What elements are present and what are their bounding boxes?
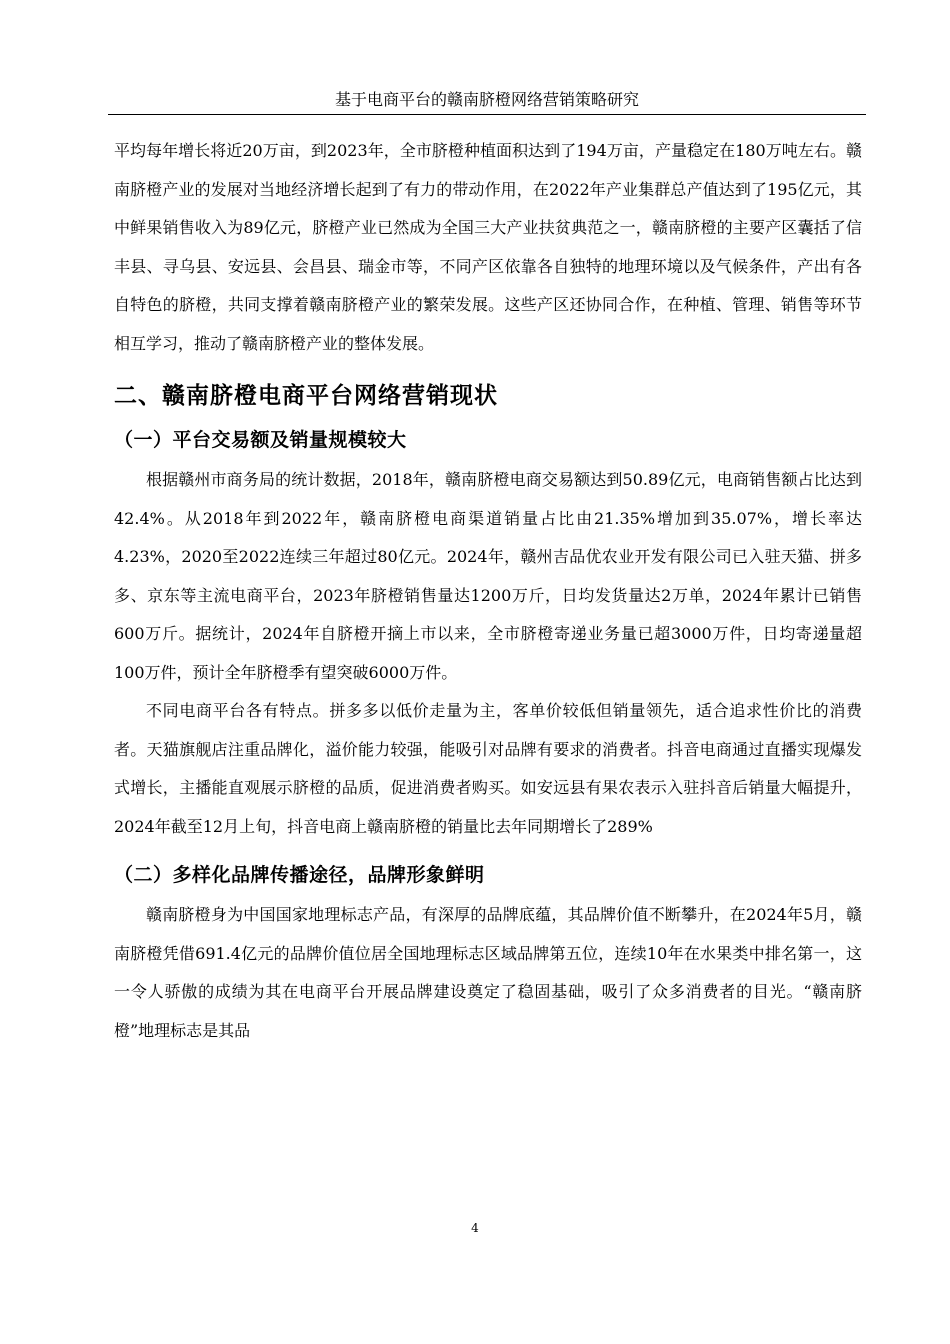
section-heading: 二、赣南脐橙电商平台网络营销现状 — [114, 383, 498, 409]
subsection-heading: （二）多样化品牌传播途径，品牌形象鲜明 — [114, 864, 485, 886]
subsection-heading: （一）平台交易额及销量规模较大 — [114, 429, 407, 451]
header-divider — [108, 114, 866, 115]
paragraph: 不同电商平台各有特点。拼多多以低价走量为主，客单价较低但销量领先，适合追求性价比的消费者。天猫旗舰店注重品牌化，溢价能力较强，能吸引对品牌有要求的消费者。抖音电商通过直播实现爆发式增长，主播能直观展示脐橙的品质，促进消费者购买。如安远县有果农表示入驻抖音后销量大幅提升，2024年截至12月上旬，抖音电商上赣南脐橙的销量比去年同期增长了289% — [114, 701, 862, 836]
paragraph: 根据赣州市商务局的统计数据，2018年，赣南脐橙电商交易额达到50.89亿元，电商销售额占比达到42.4%。从2018年到2022年，赣南脐橙电商渠道销量占比由21.35%增加到35.07%，增长率达4.23%，2020至2022连续三年超过80亿元。2024年，赣州吉品优农业开发有限公司已入驻天猫、拼多多、京东等主流电商平台，2023年脐橙销售量达1200万斤，日均发货量达2万单，2024年累计已销售600万斤。据统计，2024年自脐橙开摘上市以来，全市脐橙寄递业务量已超3000万件，日均寄递量超100万件，预计全年脐橙季有望突破6000万件。 — [114, 470, 862, 682]
paragraph-intro: 平均每年增长将近20万亩，到2023年，全市脐橙种植面积达到了194万亩，产量稳定在180万吨左右。赣南脐橙产业的发展对当地经济增长起到了有力的带动作用，在2022年产业集群总产值达到了195亿元，其中鲜果销售收入为89亿元，脐橙产业已然成为全国三大产业扶贫典范之一，赣南脐橙的主要产区囊括了信丰县、寻乌县、安远县、会昌县、瑞金市等，不同产区依靠各自独特的地理环境以及气候条件，产出有各自特色的脐橙，共同支撑着赣南脐橙产业的繁荣发展。这些产区还协同合作，在种植、管理、销售等环节相互学习，推动了赣南脐橙产业的整体发展。 — [114, 141, 862, 353]
paragraph: 赣南脐橙身为中国国家地理标志产品，有深厚的品牌底蕴，其品牌价值不断攀升，在2024年5月，赣南脐橙凭借691.4亿元的品牌价值位居全国地理标志区域品牌第五位，连续10年在水果类中排名第一，这一令人骄傲的成绩为其在电商平台开展品牌建设奠定了稳固基础，吸引了众多消费者的目光。“赣南脐橙”地理标志是其品 — [114, 905, 862, 1040]
running-header: 基于电商平台的赣南脐橙网络营销策略研究 — [334, 90, 639, 109]
page-number: 4 — [471, 1221, 479, 1235]
body-text — [114, 132, 862, 1050]
